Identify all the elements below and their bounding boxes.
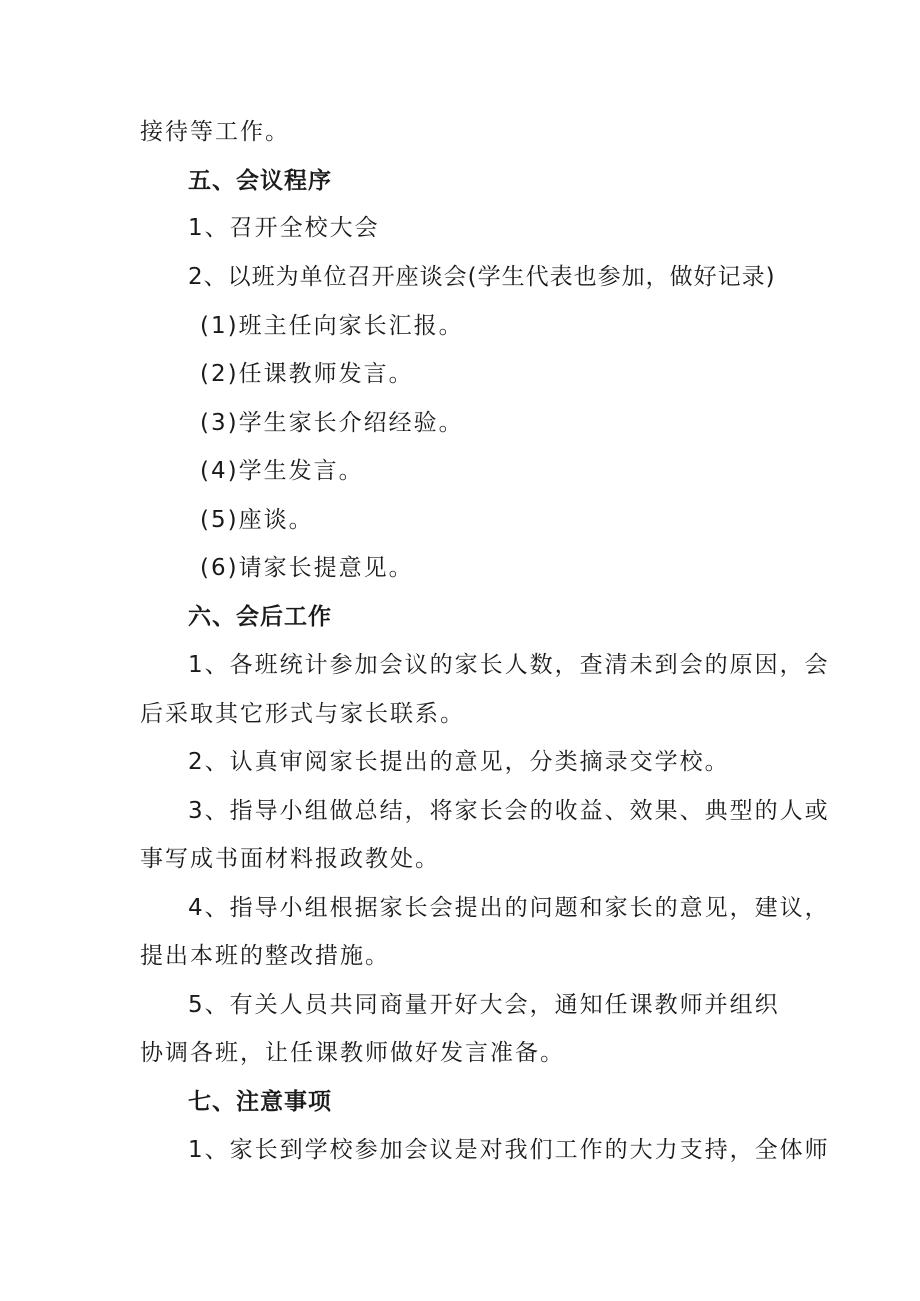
paragraph-line: 提出本班的整改措施。 bbox=[140, 943, 390, 969]
body-text-line: 接待等工作。 bbox=[140, 119, 290, 145]
section-heading-7: 七、注意事项 bbox=[188, 1089, 332, 1115]
paragraph-line: 4、指导小组根据家长会提出的问题和家长的意见，建议， bbox=[188, 895, 830, 921]
paragraph-line: 协调各班，让任课教师做好发言准备。 bbox=[140, 1040, 565, 1066]
paragraph-line: 3、指导小组做总结，将家长会的收益、效果、典型的人或 bbox=[188, 798, 830, 824]
paragraph-line: 后采取其它形式与家长联系。 bbox=[140, 701, 465, 727]
paragraph-line: 事写成书面材料报政教处。 bbox=[140, 846, 440, 872]
list-item: 1、召开全校大会 bbox=[188, 215, 380, 241]
sub-list-item: (3)学生家长介绍经验。 bbox=[200, 410, 464, 436]
sub-list-item: (1)班主任向家长汇报。 bbox=[200, 313, 464, 339]
paragraph-line: 1、家长到学校参加会议是对我们工作的大力支持，全体师 bbox=[188, 1137, 830, 1163]
sub-list-item: (5)座谈。 bbox=[200, 507, 314, 533]
section-heading-6: 六、会后工作 bbox=[188, 604, 332, 630]
sub-list-item: (4)学生发言。 bbox=[200, 458, 364, 484]
sub-list-item: (2)任课教师发言。 bbox=[200, 361, 414, 387]
paragraph-line: 2、认真审阅家长提出的意见，分类摘录交学校。 bbox=[188, 749, 730, 775]
paragraph-line: 5、有关人员共同商量开好大会，通知任课教师并组织 bbox=[188, 992, 780, 1018]
sub-list-item: (6)请家长提意见。 bbox=[200, 555, 414, 581]
list-item: 2、以班为单位召开座谈会(学生代表也参加，做好记录) bbox=[188, 264, 776, 290]
section-heading-5: 五、会议程序 bbox=[188, 168, 332, 194]
paragraph-line: 1、各班统计参加会议的家长人数，查清未到会的原因，会 bbox=[188, 652, 830, 678]
